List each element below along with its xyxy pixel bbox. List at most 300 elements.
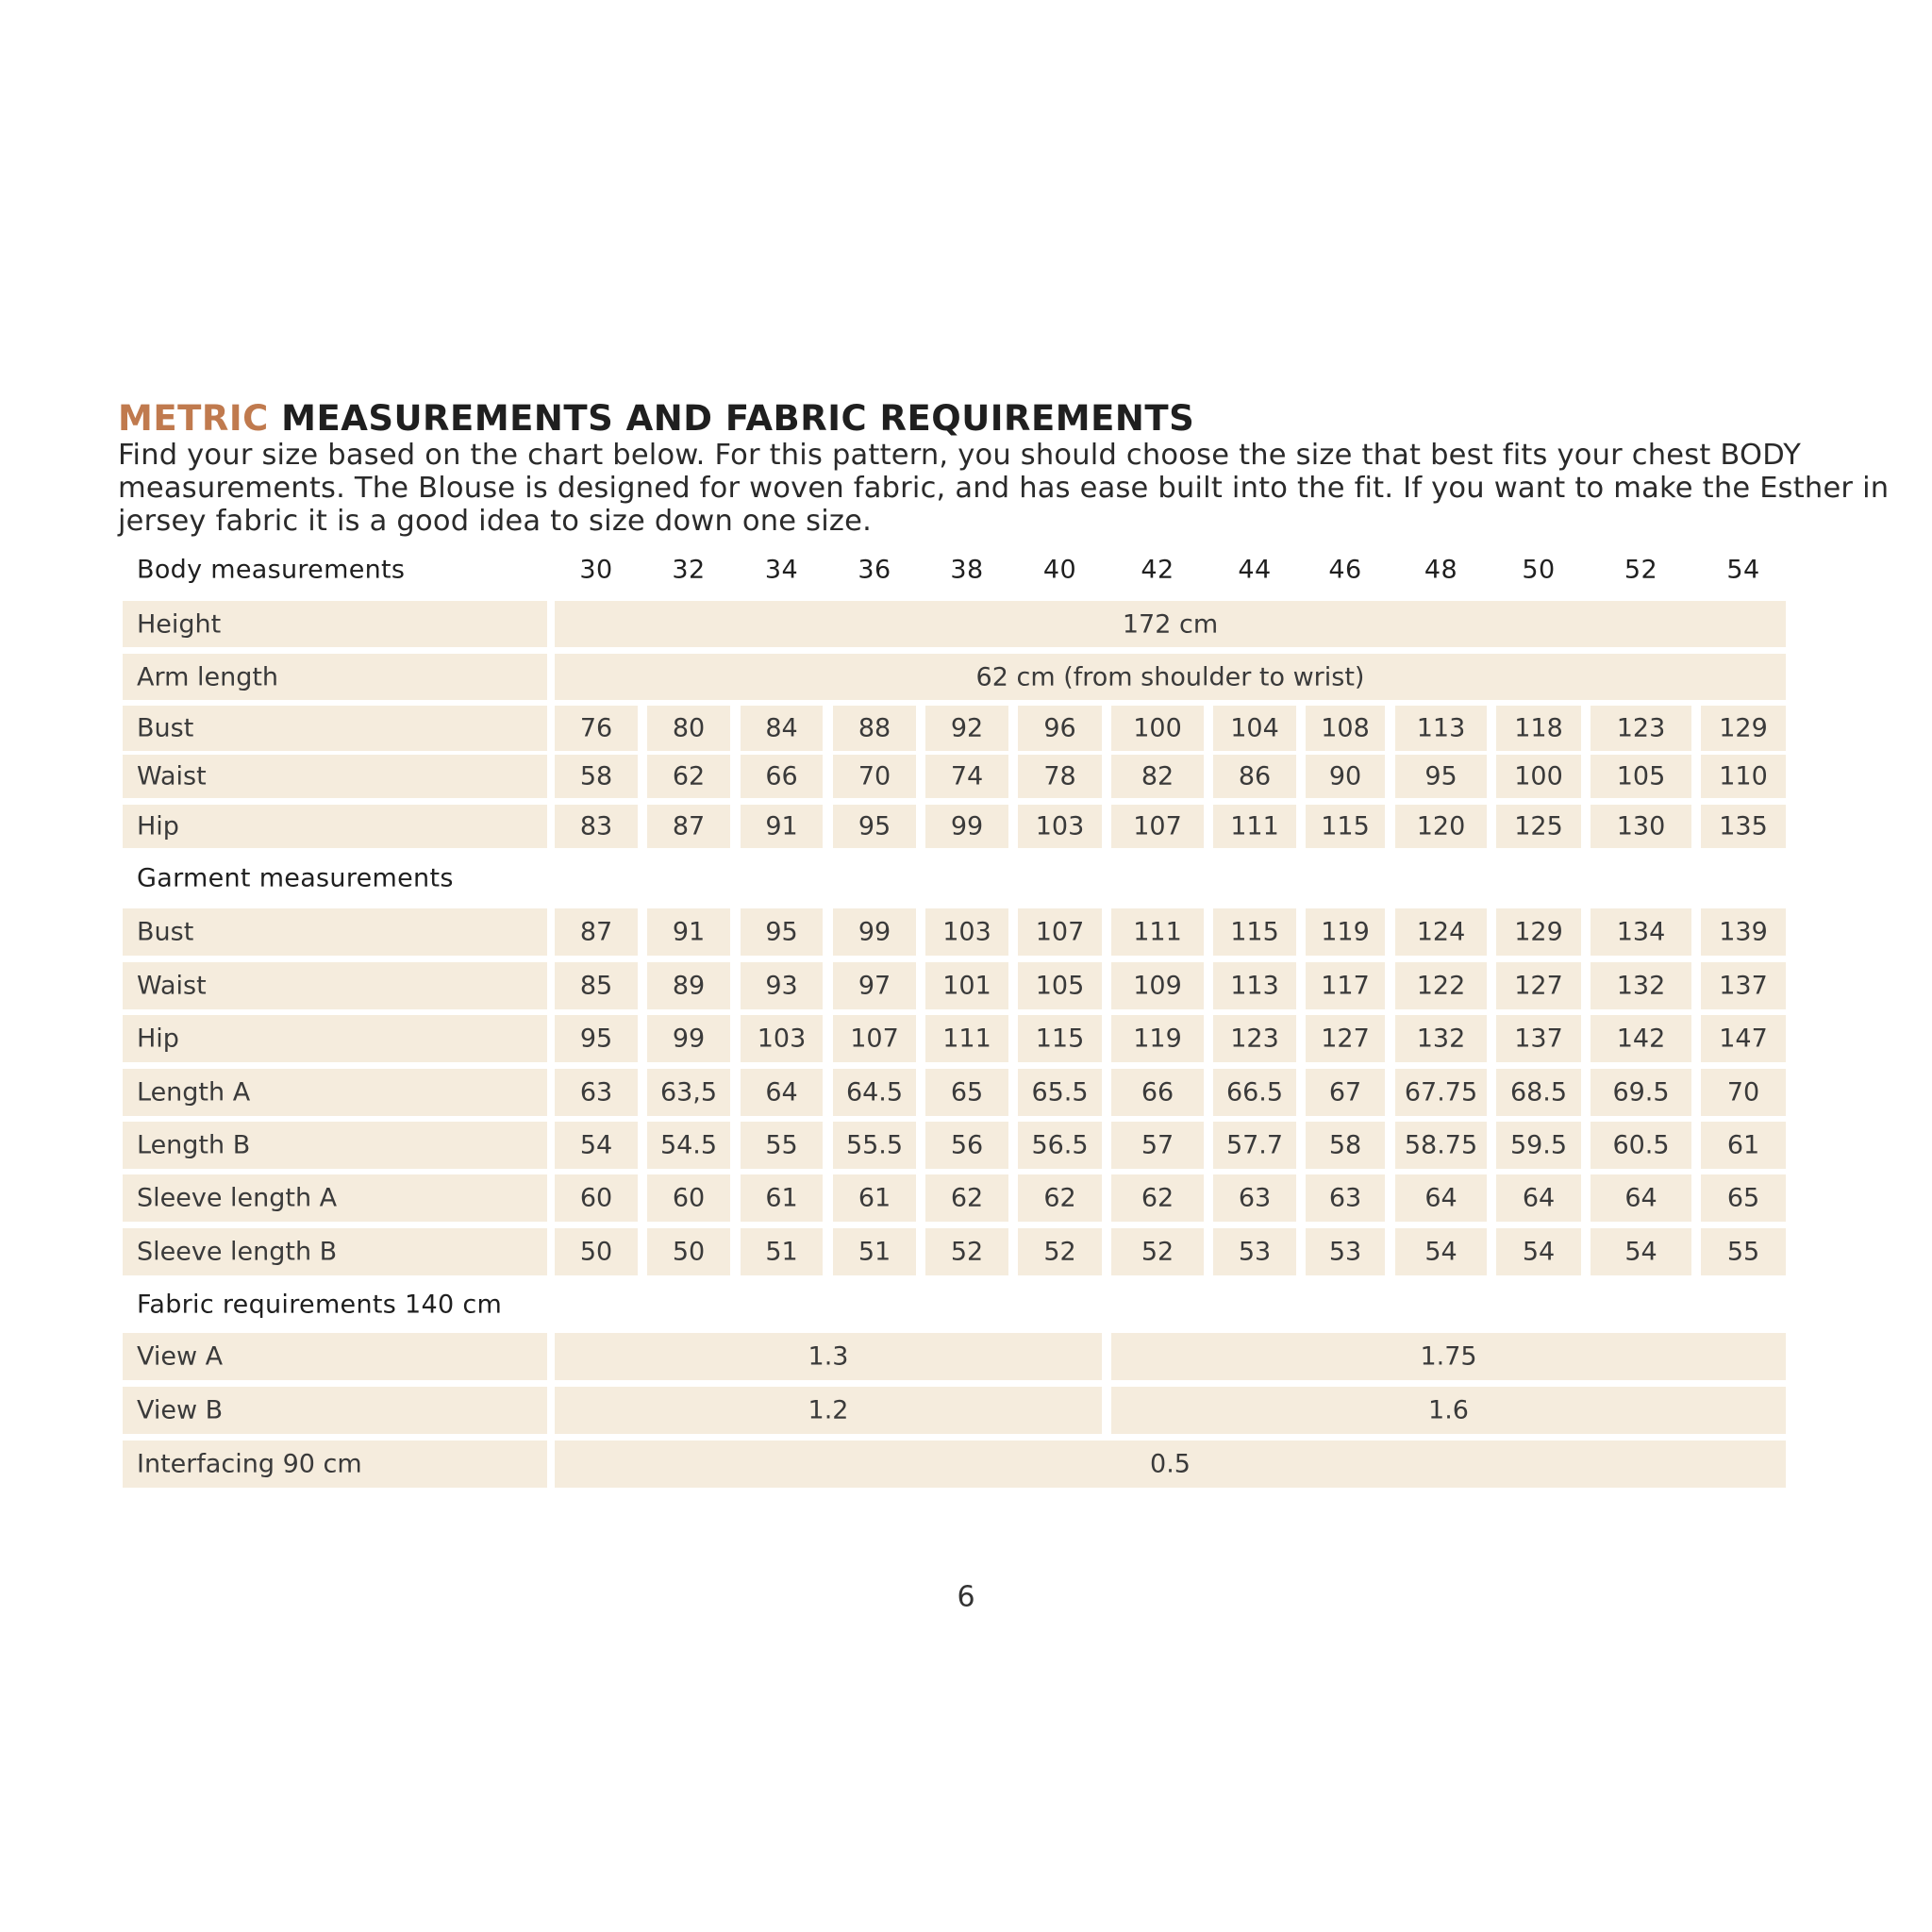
value-cell: [741, 1228, 823, 1275]
section-title: Body measurements: [137, 555, 406, 585]
value-cell-value: 95: [858, 811, 891, 841]
value-cell-value: 86: [1238, 761, 1272, 791]
value-cell: [555, 1069, 638, 1116]
group-value-cell: [555, 1387, 1102, 1434]
value-cell: [1018, 908, 1102, 956]
intro-line: Find your size based on the chart below. For this pattern, you should choose the size that best fits your chest BODY: [118, 439, 1802, 472]
value-cell-value: 89: [672, 971, 706, 1001]
value-cell-value: 60.5: [1612, 1130, 1670, 1160]
value-cell-value: 61: [765, 1183, 798, 1213]
value-cell: [1111, 1228, 1204, 1275]
value-cell: [647, 755, 730, 798]
value-cell: [1701, 706, 1786, 751]
size-header: 54: [1726, 555, 1760, 585]
merged-value-cell-value: 0.5: [1150, 1449, 1191, 1479]
heading-rest: MEASUREMENTS AND FABRIC REQUIREMENTS: [268, 398, 1195, 439]
value-cell-value: 57: [1141, 1130, 1174, 1160]
size-header: 46: [1328, 555, 1362, 585]
page-number: 6: [957, 1580, 975, 1614]
row-label: View A: [137, 1341, 224, 1372]
value-cell-value: 66: [1141, 1077, 1174, 1108]
page-heading: [118, 398, 1194, 439]
value-cell: [1591, 1122, 1691, 1169]
value-cell: [833, 706, 916, 751]
value-cell: [1111, 1015, 1204, 1062]
value-cell: [647, 1228, 730, 1275]
value-cell: [741, 805, 823, 848]
value-cell-value: 95: [579, 1024, 613, 1054]
value-cell-value: 54.5: [659, 1130, 718, 1160]
value-cell: [1701, 908, 1786, 956]
value-cell: [1306, 706, 1385, 751]
row-label-cell: [123, 601, 547, 647]
value-cell-value: 119: [1321, 917, 1370, 947]
value-cell-value: 78: [1043, 761, 1076, 791]
value-cell: [925, 1015, 1008, 1062]
value-cell: [1496, 1069, 1581, 1116]
value-cell-value: 119: [1133, 1024, 1182, 1054]
merged-value-cell: [555, 1441, 1786, 1488]
value-cell: [647, 962, 730, 1009]
size-header: 40: [1042, 555, 1077, 585]
value-cell-value: 103: [942, 917, 991, 947]
size-header: 44: [1238, 555, 1272, 585]
value-cell-value: 76: [579, 713, 613, 743]
value-cell: [1701, 1069, 1786, 1116]
size-header: 52: [1624, 555, 1658, 585]
value-cell: [741, 706, 823, 751]
value-cell: [1496, 962, 1581, 1009]
value-cell-value: 105: [1035, 971, 1085, 1001]
value-cell: [741, 1069, 823, 1116]
value-cell-value: 107: [1133, 811, 1182, 841]
value-cell: [833, 962, 916, 1009]
value-cell-value: 90: [1328, 761, 1362, 791]
value-cell-value: 54: [1522, 1237, 1556, 1267]
value-cell-value: 135: [1719, 811, 1768, 841]
value-cell-value: 113: [1416, 713, 1466, 743]
value-cell: [1496, 1228, 1581, 1275]
value-cell-value: 127: [1321, 1024, 1370, 1054]
value-cell-value: 111: [942, 1024, 991, 1054]
value-cell-value: 61: [858, 1183, 891, 1213]
value-cell-value: 115: [1230, 917, 1279, 947]
value-cell: [1496, 1015, 1581, 1062]
value-cell-value: 118: [1514, 713, 1563, 743]
value-cell: [1213, 1174, 1296, 1222]
group-value-cell-value: 1.75: [1420, 1341, 1477, 1372]
value-cell: [1496, 1122, 1581, 1169]
value-cell-value: 60: [579, 1183, 613, 1213]
size-header: 42: [1141, 555, 1174, 585]
size-header: 34: [764, 555, 799, 585]
value-cell-value: 103: [757, 1024, 807, 1054]
value-cell-value: 97: [858, 971, 891, 1001]
value-cell: [925, 908, 1008, 956]
value-cell-value: 132: [1616, 971, 1666, 1001]
value-cell: [1591, 908, 1691, 956]
value-cell-value: 61: [1726, 1130, 1760, 1160]
value-cell-value: 107: [1035, 917, 1085, 947]
value-cell: [647, 908, 730, 956]
value-cell: [833, 1069, 916, 1116]
value-cell-value: 64.5: [845, 1077, 904, 1108]
group-value-cell: [555, 1333, 1102, 1380]
value-cell: [925, 1122, 1008, 1169]
value-cell: [1111, 1069, 1204, 1116]
value-cell-value: 83: [579, 811, 613, 841]
value-cell: [1395, 805, 1487, 848]
value-cell: [1591, 706, 1691, 751]
value-cell-value: 55.5: [845, 1130, 904, 1160]
intro-paragraph: [118, 439, 1890, 538]
row-label: Height: [137, 609, 222, 639]
row-label-cell: [123, 755, 547, 798]
value-cell: [1111, 1174, 1204, 1222]
value-cell: [1306, 755, 1385, 798]
value-cell: [1018, 1015, 1102, 1062]
row-label-cell: [123, 1015, 547, 1062]
row-label-cell: [123, 1441, 547, 1488]
value-cell-value: 70: [858, 761, 891, 791]
size-header: 48: [1424, 555, 1458, 585]
value-cell-value: 132: [1416, 1024, 1466, 1054]
value-cell-value: 67: [1328, 1077, 1362, 1108]
value-cell-value: 65.5: [1031, 1077, 1089, 1108]
value-cell-value: 108: [1321, 713, 1370, 743]
value-cell-value: 99: [672, 1024, 706, 1054]
value-cell: [1496, 1174, 1581, 1222]
value-cell-value: 91: [672, 917, 706, 947]
size-header: 30: [579, 555, 613, 585]
value-cell: [1395, 1069, 1487, 1116]
row-label-cell: [123, 1174, 547, 1222]
value-cell: [1591, 805, 1691, 848]
value-cell-value: 117: [1321, 971, 1370, 1001]
value-cell-value: 127: [1514, 971, 1563, 1001]
value-cell-value: 62: [1141, 1183, 1174, 1213]
value-cell: [741, 908, 823, 956]
value-cell-value: 63,5: [659, 1077, 718, 1108]
value-cell-value: 55: [1726, 1237, 1760, 1267]
value-cell-value: 137: [1719, 971, 1768, 1001]
value-cell-value: 59.5: [1509, 1130, 1568, 1160]
value-cell-value: 147: [1719, 1024, 1768, 1054]
value-cell-value: 137: [1514, 1024, 1563, 1054]
value-cell-value: 54: [579, 1130, 613, 1160]
value-cell: [925, 962, 1008, 1009]
value-cell-value: 99: [950, 811, 984, 841]
value-cell: [925, 1174, 1008, 1222]
value-cell-value: 51: [765, 1237, 798, 1267]
value-cell: [555, 805, 638, 848]
value-cell-value: 115: [1321, 811, 1370, 841]
value-cell-value: 110: [1719, 761, 1768, 791]
value-cell-value: 100: [1133, 713, 1182, 743]
value-cell-value: 129: [1719, 713, 1768, 743]
value-cell: [1591, 1069, 1691, 1116]
group-value-cell: [1111, 1333, 1786, 1380]
size-header: 38: [950, 555, 984, 585]
value-cell: [1701, 1015, 1786, 1062]
value-cell-value: 68.5: [1509, 1077, 1568, 1108]
group-value-cell-value: 1.6: [1428, 1395, 1469, 1425]
value-cell-value: 88: [858, 713, 891, 743]
value-cell-value: 123: [1230, 1024, 1279, 1054]
value-cell-value: 65: [950, 1077, 984, 1108]
value-cell: [1306, 908, 1385, 956]
value-cell: [1306, 1174, 1385, 1222]
value-cell: [1111, 755, 1204, 798]
value-cell-value: 63: [1238, 1183, 1272, 1213]
value-cell: [1701, 1228, 1786, 1275]
merged-value-cell: [555, 654, 1786, 700]
value-cell-value: 85: [579, 971, 613, 1001]
row-label: Waist: [137, 761, 207, 791]
value-cell: [741, 1015, 823, 1062]
row-label-cell: [123, 1387, 547, 1434]
value-cell: [833, 1015, 916, 1062]
value-cell-value: 91: [765, 811, 798, 841]
value-cell-value: 55: [765, 1130, 798, 1160]
value-cell: [1018, 962, 1102, 1009]
value-cell: [555, 962, 638, 1009]
value-cell: [1701, 1122, 1786, 1169]
value-cell: [1111, 805, 1204, 848]
value-cell-value: 109: [1133, 971, 1182, 1001]
value-cell-value: 93: [765, 971, 798, 1001]
value-cell-value: 66: [765, 761, 798, 791]
value-cell: [1213, 1069, 1296, 1116]
value-cell-value: 66.5: [1225, 1077, 1284, 1108]
value-cell-value: 60: [672, 1183, 706, 1213]
value-cell: [555, 1015, 638, 1062]
value-cell: [1395, 706, 1487, 751]
value-cell: [1213, 805, 1296, 848]
value-cell-value: 63: [579, 1077, 613, 1108]
value-cell: [1591, 755, 1691, 798]
value-cell-value: 123: [1616, 713, 1666, 743]
row-label-cell: [123, 805, 547, 848]
merged-value-cell: [555, 601, 1786, 647]
value-cell: [1496, 805, 1581, 848]
value-cell-value: 87: [672, 811, 706, 841]
value-cell-value: 67.75: [1404, 1077, 1478, 1108]
value-cell: [647, 1174, 730, 1222]
row-label-cell: [123, 1228, 547, 1275]
row-label: Arm length: [137, 662, 279, 691]
value-cell: [925, 805, 1008, 848]
value-cell: [1306, 1228, 1385, 1275]
value-cell: [647, 1069, 730, 1116]
value-cell-value: 52: [950, 1237, 984, 1267]
row-label: View B: [137, 1395, 224, 1425]
intro-line: measurements. The Blouse is designed for woven fabric, and has ease built into the fit. If you want to make the Esther in: [118, 472, 1890, 505]
value-cell: [647, 1122, 730, 1169]
value-cell: [1395, 962, 1487, 1009]
value-cell: [555, 1174, 638, 1222]
value-cell: [1591, 1228, 1691, 1275]
row-label: Length B: [137, 1130, 251, 1160]
value-cell: [833, 1228, 916, 1275]
value-cell-value: 51: [858, 1237, 891, 1267]
row-label-cell: [123, 706, 547, 751]
value-cell: [647, 1015, 730, 1062]
row-label: Waist: [137, 971, 207, 1001]
value-cell-value: 82: [1141, 761, 1174, 791]
row-label: Sleeve length A: [137, 1183, 338, 1213]
value-cell: [1591, 1015, 1691, 1062]
row-label: Interfacing 90 cm: [137, 1449, 362, 1479]
value-cell: [925, 755, 1008, 798]
value-cell: [1213, 706, 1296, 751]
value-cell-value: 64: [1522, 1183, 1556, 1213]
value-cell: [925, 1228, 1008, 1275]
value-cell: [1213, 1228, 1296, 1275]
value-cell: [1306, 962, 1385, 1009]
value-cell: [1306, 1069, 1385, 1116]
row-label-cell: [123, 1122, 547, 1169]
value-cell: [1395, 908, 1487, 956]
size-header: 32: [672, 555, 706, 585]
value-cell-value: 62: [950, 1183, 984, 1213]
value-cell: [1591, 1174, 1691, 1222]
value-cell: [647, 706, 730, 751]
value-cell-value: 56.5: [1031, 1130, 1089, 1160]
size-header: 50: [1522, 555, 1556, 585]
value-cell: [555, 755, 638, 798]
value-cell: [833, 755, 916, 798]
value-cell-value: 62: [1043, 1183, 1076, 1213]
value-cell-value: 134: [1616, 917, 1666, 947]
row-label-cell: [123, 1333, 547, 1380]
size-header: 36: [858, 555, 891, 585]
value-cell: [1213, 908, 1296, 956]
value-cell-value: 50: [672, 1237, 706, 1267]
value-cell: [1213, 1122, 1296, 1169]
value-cell-value: 122: [1416, 971, 1466, 1001]
value-cell-value: 113: [1230, 971, 1279, 1001]
value-cell-value: 87: [579, 917, 613, 947]
value-cell-value: 130: [1616, 811, 1666, 841]
value-cell: [1395, 755, 1487, 798]
value-cell-value: 64: [1624, 1183, 1657, 1213]
value-cell: [1018, 1228, 1102, 1275]
value-cell-value: 95: [765, 917, 798, 947]
value-cell-value: 63: [1328, 1183, 1362, 1213]
value-cell: [1111, 962, 1204, 1009]
value-cell-value: 53: [1238, 1237, 1272, 1267]
value-cell-value: 96: [1043, 713, 1076, 743]
value-cell-value: 58: [579, 761, 613, 791]
value-cell-value: 129: [1514, 917, 1563, 947]
section-title: Garment measurements: [137, 863, 454, 893]
value-cell: [741, 755, 823, 798]
value-cell-value: 80: [672, 713, 706, 743]
value-cell-value: 54: [1624, 1237, 1657, 1267]
value-cell-value: 99: [858, 917, 891, 947]
value-cell: [1306, 1122, 1385, 1169]
row-label-cell: [123, 654, 547, 700]
row-label: Length A: [137, 1077, 251, 1108]
value-cell: [555, 1122, 638, 1169]
value-cell: [741, 962, 823, 1009]
value-cell: [833, 1122, 916, 1169]
value-cell: [1306, 1015, 1385, 1062]
value-cell-value: 101: [942, 971, 991, 1001]
value-cell-value: 65: [1726, 1183, 1760, 1213]
value-cell-value: 64: [765, 1077, 798, 1108]
row-label: Hip: [137, 811, 179, 841]
value-cell-value: 92: [950, 713, 984, 743]
value-cell: [1591, 962, 1691, 1009]
value-cell-value: 103: [1035, 811, 1085, 841]
value-cell: [647, 805, 730, 848]
value-cell: [925, 706, 1008, 751]
value-cell-value: 58.75: [1404, 1130, 1478, 1160]
row-label-cell: [123, 908, 547, 956]
value-cell: [833, 908, 916, 956]
merged-value-cell-value: 62 cm (from shoulder to wrist): [975, 662, 1365, 691]
value-cell-value: 105: [1616, 761, 1666, 791]
group-value-cell: [1111, 1387, 1786, 1434]
value-cell: [925, 1069, 1008, 1116]
value-cell: [1496, 755, 1581, 798]
value-cell-value: 70: [1726, 1077, 1760, 1108]
value-cell-value: 115: [1035, 1024, 1085, 1054]
value-cell: [1018, 706, 1102, 751]
value-cell: [1213, 962, 1296, 1009]
value-cell: [1111, 706, 1204, 751]
merged-value-cell-value: 172 cm: [1122, 609, 1219, 639]
value-cell: [1018, 805, 1102, 848]
value-cell-value: 125: [1514, 811, 1563, 841]
value-cell-value: 84: [765, 713, 798, 743]
value-cell-value: 64: [1424, 1183, 1457, 1213]
value-cell: [833, 1174, 916, 1222]
heading-accent: METRIC: [118, 398, 269, 439]
value-cell: [1018, 1069, 1102, 1116]
value-cell: [1395, 1228, 1487, 1275]
value-cell-value: 139: [1719, 917, 1768, 947]
value-cell: [1111, 908, 1204, 956]
value-cell: [555, 1228, 638, 1275]
group-value-cell-value: 1.3: [808, 1341, 849, 1372]
value-cell: [1213, 1015, 1296, 1062]
value-cell-value: 120: [1416, 811, 1466, 841]
row-label: Bust: [137, 917, 194, 947]
value-cell: [1306, 805, 1385, 848]
value-cell: [1701, 1174, 1786, 1222]
value-cell-value: 53: [1328, 1237, 1362, 1267]
value-cell-value: 56: [950, 1130, 984, 1160]
value-cell-value: 50: [579, 1237, 613, 1267]
value-cell-value: 100: [1514, 761, 1563, 791]
row-label-cell: [123, 1069, 547, 1116]
value-cell: [1018, 1122, 1102, 1169]
value-cell: [1395, 1174, 1487, 1222]
value-cell: [1496, 706, 1581, 751]
value-cell: [1018, 1174, 1102, 1222]
value-cell-value: 62: [672, 761, 706, 791]
section-title: Fabric requirements 140 cm: [137, 1290, 503, 1320]
value-cell: [555, 706, 638, 751]
value-cell: [741, 1122, 823, 1169]
intro-line: jersey fabric it is a good idea to size down one size.: [118, 505, 872, 538]
row-label-cell: [123, 962, 547, 1009]
value-cell-value: 52: [1141, 1237, 1174, 1267]
value-cell: [1018, 755, 1102, 798]
